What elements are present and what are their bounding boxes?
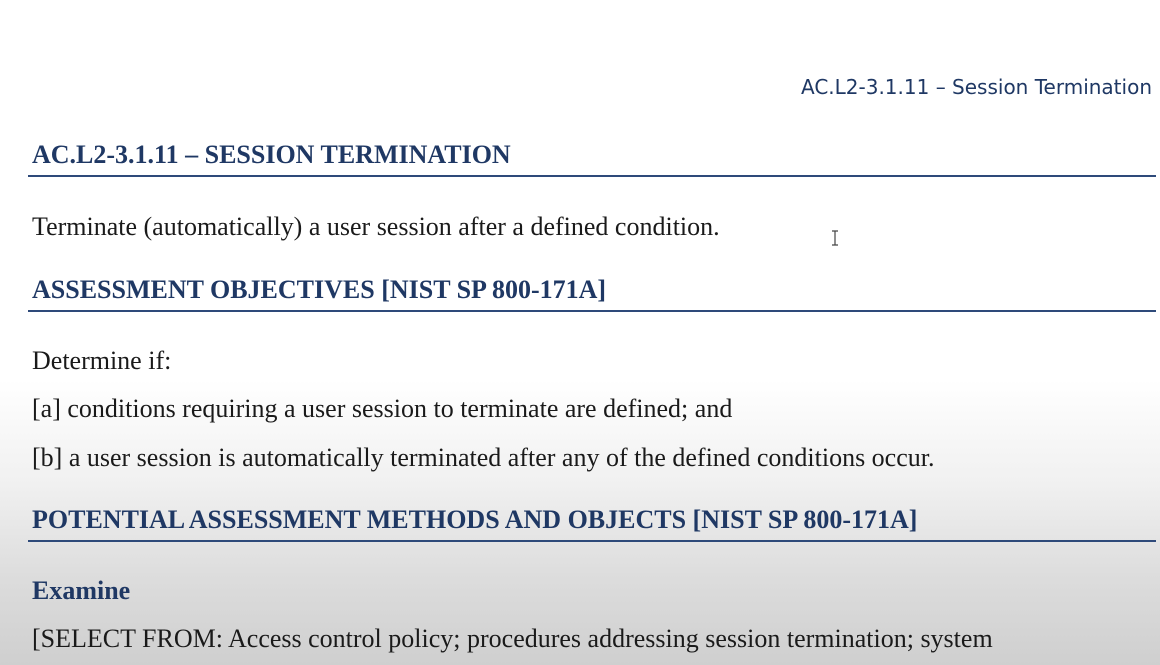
objective-item-b: [b] a user session is automatically terminated after any of the defined conditions occur. <box>32 443 935 472</box>
objective-item-a: [a] conditions requiring a user session to terminate are defined; and <box>32 394 733 423</box>
examine-text: [SELECT FROM: Access control policy; procedures addressing session termination; system <box>32 624 993 653</box>
running-header: AC.L2-3.1.11 – Session Termination <box>800 75 1152 99</box>
examine-heading: Examine <box>32 576 131 605</box>
methods-heading: POTENTIAL ASSESSMENT METHODS AND OBJECTS [NIST SP 800-171A] <box>32 505 918 534</box>
objectives-intro: Determine if: <box>32 346 172 375</box>
requirement-statement: Terminate (automatically) a user session after a defined condition. <box>32 212 720 241</box>
assessment-objectives-heading: ASSESSMENT OBJECTIVES [NIST SP 800-171A] <box>32 275 607 304</box>
text-cursor-icon <box>831 230 839 246</box>
requirement-heading: AC.L2-3.1.11 – SESSION TERMINATION <box>32 140 511 169</box>
heading-divider <box>28 540 1156 542</box>
heading-divider <box>28 310 1156 312</box>
heading-divider <box>28 175 1156 177</box>
